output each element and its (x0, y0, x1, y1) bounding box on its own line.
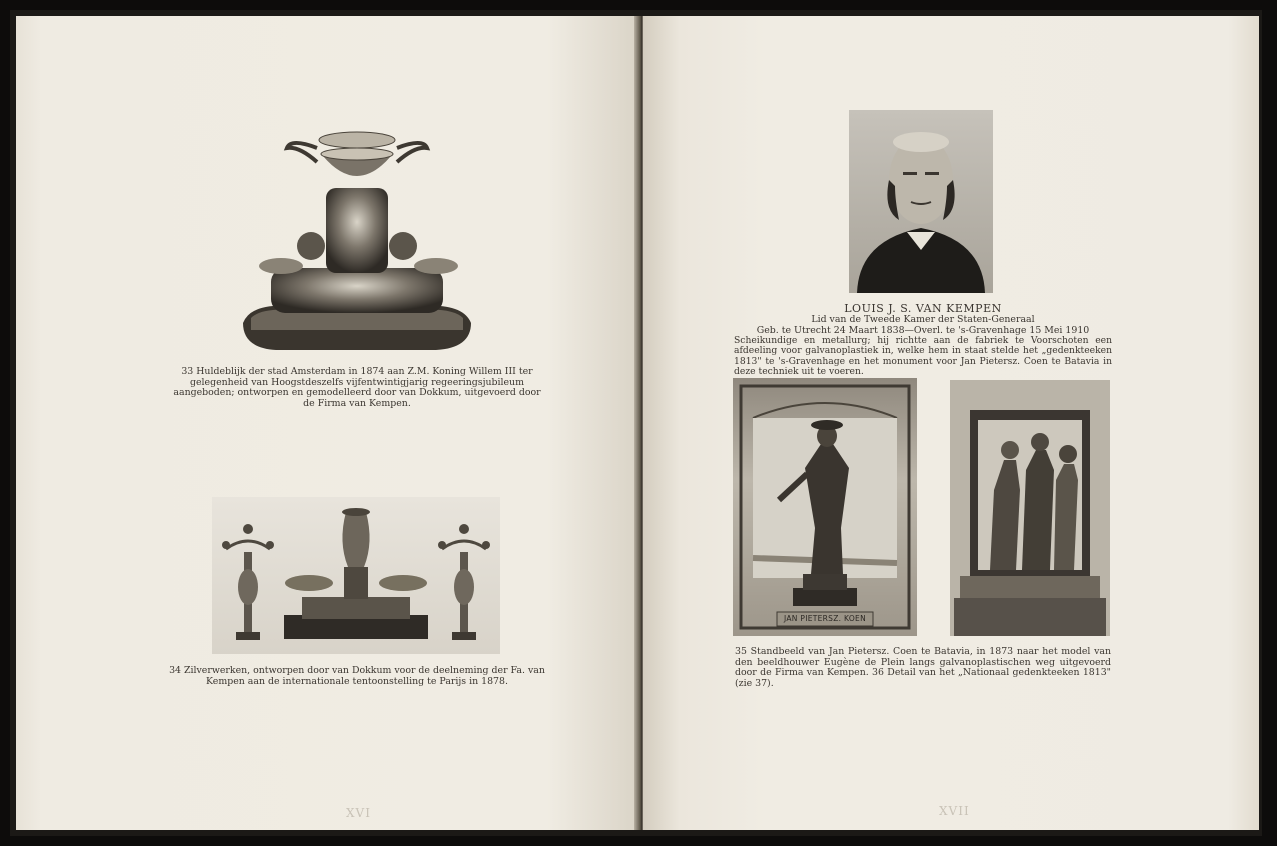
figure-34-caption: 34 Zilverwerken, ontworpen door van Dokkum voor de deelneming der Fa. van Kempen aan de internationale tentoonstelling te Parijs in 1878. (169, 665, 545, 687)
open-book (10, 10, 1262, 836)
portrait-caption (733, 303, 1113, 336)
page-number-left: XVI (346, 806, 371, 820)
figure-35-36-caption: 35 Standbeeld van Jan Pietersz. Coen te Batavia, in 1873 naar het model van den beeldhouwer Eugène de Plein langs galvanoplastischen weg uitgevoerd door de Firma van Kempen. 36 Detail van het „Nationaal gedenkteeken 1813" (zie 37). (735, 646, 1111, 689)
portrait-name: LOUIS J. S. VAN KEMPEN (844, 302, 1002, 315)
left-page (16, 16, 642, 830)
figure-36-monument-detail-photo (950, 380, 1110, 636)
right-page (642, 16, 1259, 830)
portrait-dates: Geb. te Utrecht 24 Maart 1838—Overl. te 's-Gravenhage 15 Mei 1910 (756, 324, 1090, 336)
figure-33-centerpiece-photo (231, 118, 483, 358)
statue-plaque-label: JAN PIETERSZ. KOEN (783, 614, 867, 623)
page-number-right: XVII (939, 804, 970, 818)
figure-35-coen-statue-photo (733, 378, 917, 636)
portrait-photo (849, 110, 993, 293)
figure-33-caption: 33 Huldeblijk der stad Amsterdam in 1874 aan Z.M. Koning Willem III ter gelegenheid van Hoogstdeszelfs vijfentwintigjarig regeeringsjubileum aangeboden; ontworpen en gemodelleerd door van Dokkum, uitgevoerd door de Firma van Kempen. (173, 366, 541, 409)
figure-34-silverware-photo (212, 497, 500, 654)
portrait-biography: Scheikundige en metallurg; hij richtte aan de fabriek te Voorschoten een afdeeling voor galvanoplastiek in, welke hem in staat stelde het „gedenkteeken 1813" te 's-Gravenhage en het monument voor Jan Pietersz. Coen te Batavia in deze techniek uit te voeren. (734, 335, 1112, 378)
portrait-role: Lid van de Tweede Kamer der Staten-Generaal (811, 314, 1035, 325)
